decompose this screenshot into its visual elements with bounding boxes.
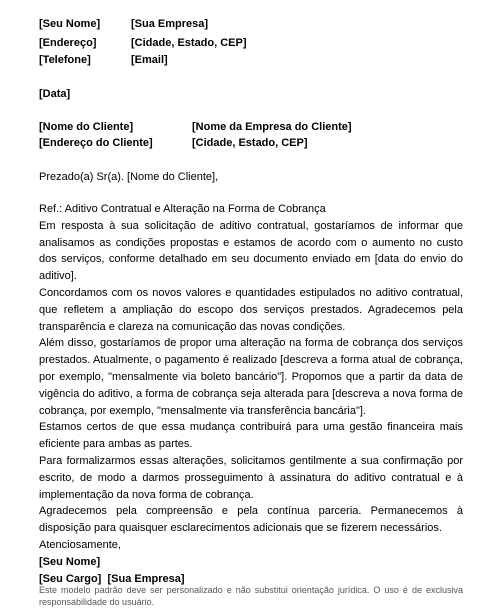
salutation: Prezado(a) Sr(a). [Nome do Cliente], — [39, 171, 219, 183]
reference-line: Ref.: Aditivo Contratual e Alteração na Forma de Cobrança — [39, 203, 326, 215]
sender-name: [Seu Nome] — [39, 18, 101, 30]
signature-company: [Sua Empresa] — [107, 572, 185, 585]
paragraph-1: Em resposta à sua solicitação de aditivo contratual, gostaríamos de informar que analisamos as condições propostas e estamos de acordo com o aumento no custo dos serviços, conforme detalhado em seu documento enviado em [data do envio do aditivo]. — [39, 219, 463, 283]
footer-disclaimer: Este modelo padrão deve ser personalizado e não substitui orientação jurídica. O uso é de exclusiva responsabilidade do usuário. — [39, 585, 463, 607]
recipient-address: [Endereço do Cliente] — [39, 137, 153, 149]
paragraph-6: Agradecemos pela compreensão e pela contínua parceria. Permanecemos à disposição para quaisquer esclarecimentos adicionais que se fizerem necessários. — [39, 505, 463, 535]
signature-name: [Seu Nome] — [39, 555, 101, 568]
sender-address: [Endereço] — [39, 37, 97, 49]
recipient-name: [Nome do Cliente] — [39, 121, 134, 133]
closing: Atenciosamente, — [39, 538, 121, 551]
paragraph-4: Estamos certos de que essa mudança contribuirá para uma gestão financeira mais eficiente para ambas as partes. — [39, 421, 463, 451]
sender-city: [Cidade, Estado, CEP] — [131, 37, 247, 49]
signature-role: [Seu Cargo] — [39, 572, 102, 585]
paragraph-3: Além disso, gostaríamos de propor uma alteração na forma de cobrança dos serviços prestados. Atualmente, o pagamento é realizado [descreva a forma atual de cobrança, por exemplo, "mensalmente via boleto bancário"]. Propomos que a partir da data de vigência do aditivo, a forma de cobrança seja alterada para [descreva a nova forma de cobrança, por exemplo, "mensalmente via transferência bancária"]. — [39, 337, 463, 417]
sender-phone: [Telefone] — [39, 54, 91, 66]
paragraph-5: Para formalizarmos essas alterações, solicitamos gentilmente a sua confirmação por escrito, de modo a darmos prosseguimento à assinatura do aditivo contratual e à implementação da nova forma de cobrança. — [39, 454, 463, 501]
recipient-company: [Nome da Empresa do Cliente] — [192, 121, 352, 133]
paragraph-2: Concordamos com os novos valores e quantidades estipulados no aditivo contratual, que refletem a ampliação do escopo dos serviços prestados. Agradecemos pela transparência e clareza na comunicação das novas condições. — [39, 286, 463, 333]
sender-email: [Email] — [131, 54, 168, 66]
letter-date: [Data] — [39, 88, 71, 100]
sender-company: [Sua Empresa] — [131, 18, 209, 30]
recipient-city: [Cidade, Estado, CEP] — [192, 137, 308, 149]
letter-body — [39, 201, 463, 587]
